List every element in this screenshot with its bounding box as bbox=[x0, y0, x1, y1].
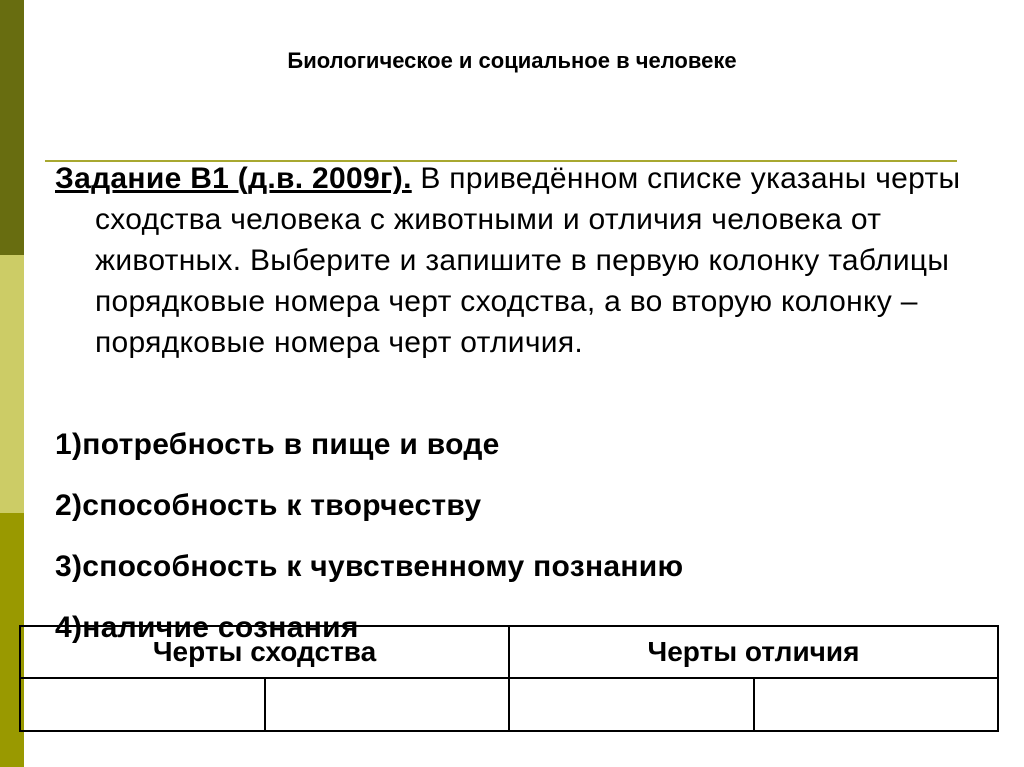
sidebar-stripe-middle bbox=[0, 255, 24, 513]
list-item: 3)способность к чувственному познанию bbox=[55, 550, 684, 583]
header-differences: Черты отличия bbox=[509, 626, 998, 678]
answer-cell-2[interactable] bbox=[265, 678, 510, 731]
header-similarities: Черты сходства bbox=[20, 626, 509, 678]
table-header-row bbox=[20, 626, 998, 678]
task-heading: Задание В1 (д.в. 2009г). bbox=[55, 162, 412, 195]
sidebar-stripe-top bbox=[0, 0, 24, 255]
list-item: 4)наличие сознания bbox=[55, 611, 359, 644]
answer-table bbox=[19, 625, 999, 732]
list-item: 2)способность к творчеству bbox=[55, 489, 482, 522]
answer-cell-4[interactable] bbox=[754, 678, 999, 731]
answer-cell-1[interactable] bbox=[20, 678, 265, 731]
task-text: В приведённом списке указаны черты сходства человека с животными и отличия человека от животных. Выберите и запишите в первую колонку таблицы порядковые номера черт сходства, а во вторую колонку – порядковые номера черт отличия. bbox=[95, 162, 961, 359]
list-item: 1)потребность в пище и воде bbox=[55, 428, 500, 461]
table-row bbox=[20, 678, 998, 731]
slide-title: Биологическое и социальное в человеке bbox=[287, 48, 737, 73]
task-paragraph bbox=[55, 158, 1010, 363]
answer-cell-3[interactable] bbox=[509, 678, 754, 731]
